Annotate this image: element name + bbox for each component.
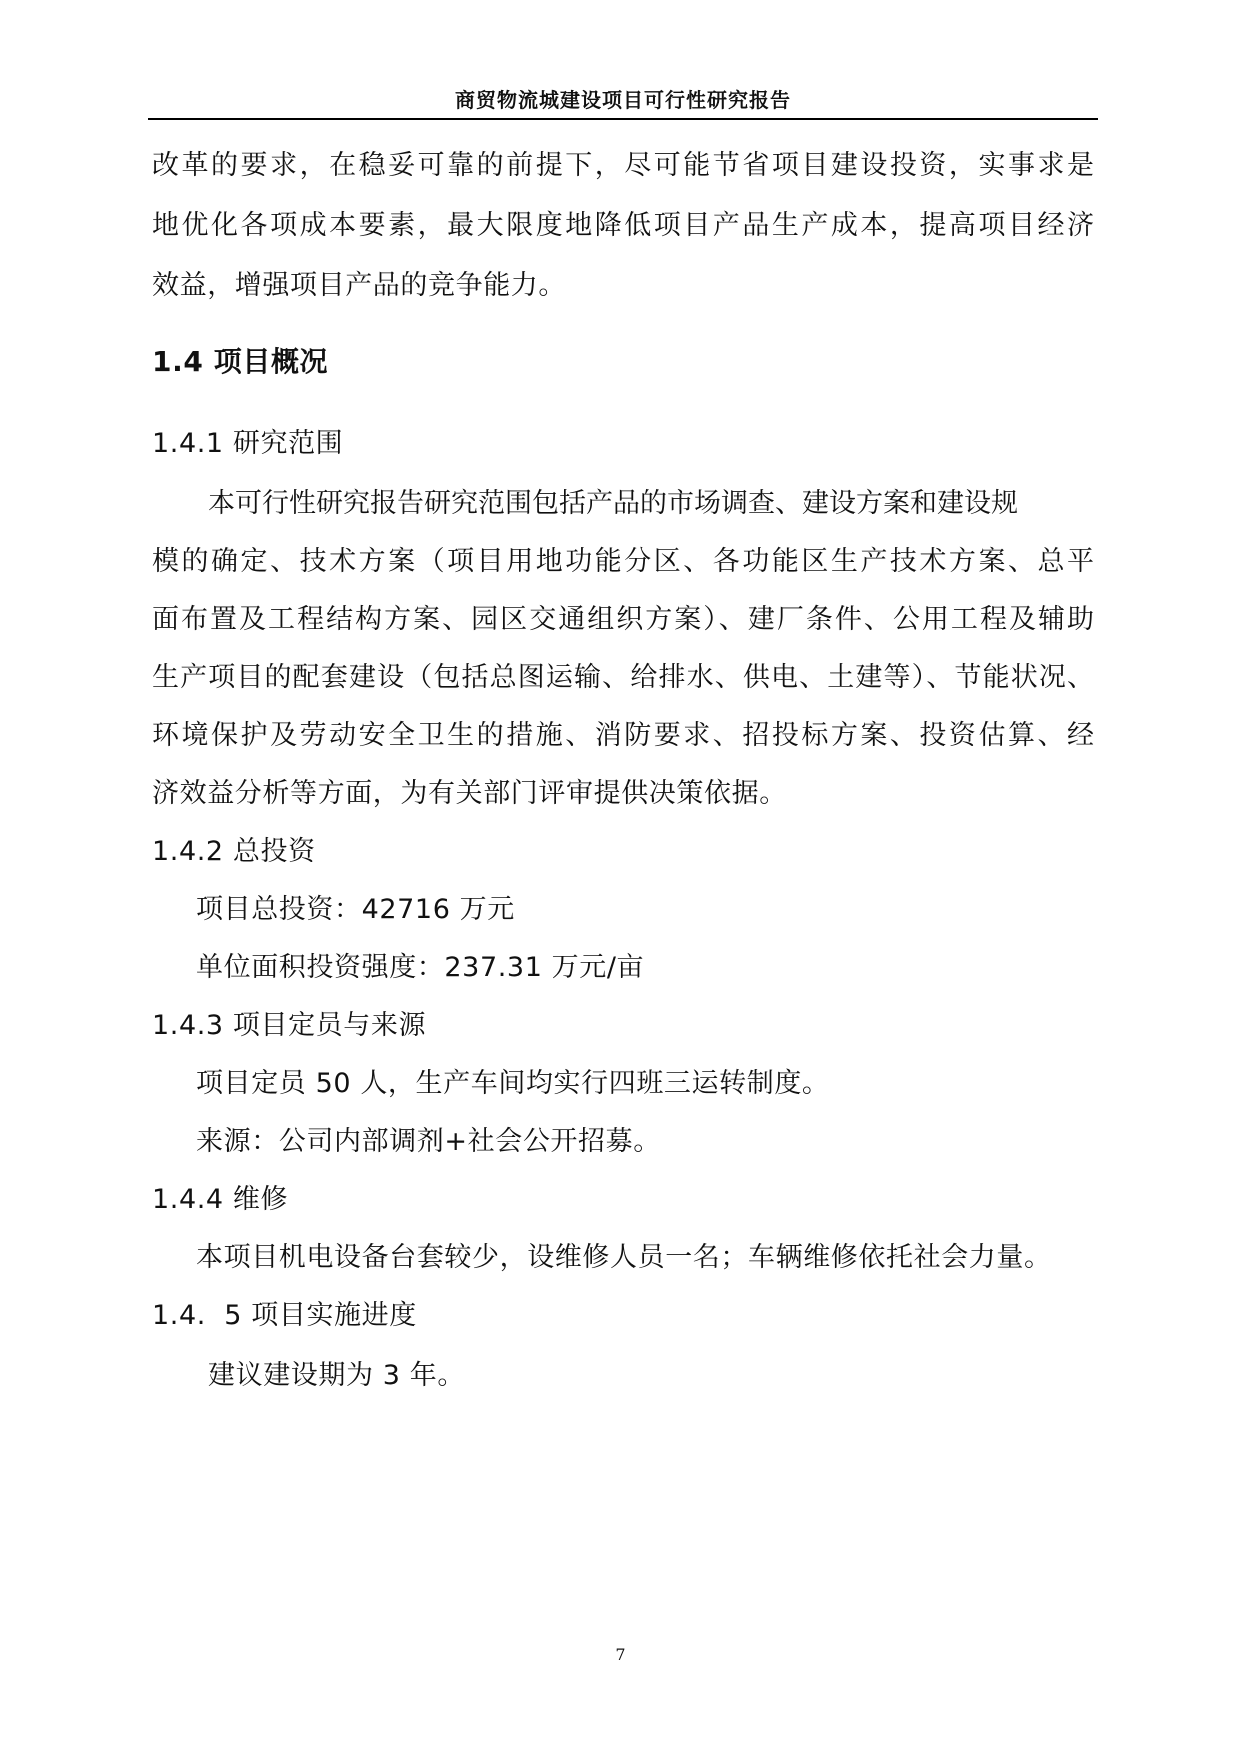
subsection-heading: 1.4.4 维修 bbox=[152, 1184, 289, 1215]
subsection-heading: 1.4.1 研究范围 bbox=[152, 428, 344, 459]
paragraph-line: 项目总投资：42716 万元 bbox=[196, 894, 515, 925]
paragraph-line: 改革的要求，在稳妥可靠的前提下，尽可能节省项目建设投资，实事求是 bbox=[152, 150, 1094, 181]
paragraph-line: 建议建设期为 3 年。 bbox=[208, 1360, 465, 1391]
page-number: 7 bbox=[615, 1645, 626, 1664]
paragraph-line: 环境保护及劳动安全卫生的措施、消防要求、招投标方案、投资估算、经 bbox=[152, 720, 1094, 751]
paragraph-line: 来源：公司内部调剂+社会公开招募。 bbox=[196, 1126, 661, 1157]
paragraph-line: 济效益分析等方面，为有关部门评审提供决策依据。 bbox=[152, 778, 787, 809]
paragraph-line: 生产项目的配套建设（包括总图运输、给排水、供电、土建等）、节能状况、 bbox=[152, 662, 1094, 693]
paragraph-line: 本项目机电设备台套较少，设维修人员一名；车辆维修依托社会力量。 bbox=[196, 1242, 1052, 1273]
paragraph-line: 模的确定、技术方案（项目用地功能分区、各功能区生产技术方案、总平 bbox=[152, 546, 1094, 577]
paragraph-line: 本可行性研究报告研究范围包括产品的市场调查、建设方案和建设规 bbox=[208, 488, 1018, 519]
paragraph-line: 单位面积投资强度：237.31 万元/亩 bbox=[196, 952, 645, 983]
paragraph-line: 效益，增强项目产品的竞争能力。 bbox=[152, 270, 566, 301]
subsection-heading: 1.4.2 总投资 bbox=[152, 836, 316, 867]
subsection-heading: 1.4. 5 项目实施进度 bbox=[152, 1300, 417, 1331]
subsection-heading: 1.4.3 项目定员与来源 bbox=[152, 1010, 427, 1041]
paragraph-line: 面布置及工程结构方案、园区交通组织方案）、建厂条件、公用工程及辅助 bbox=[152, 604, 1094, 635]
page-header: 商贸物流城建设项目可行性研究报告 bbox=[455, 88, 791, 112]
paragraph-line: 地优化各项成本要素，最大限度地降低项目产品生产成本，提高项目经济 bbox=[152, 210, 1094, 241]
section-heading: 1.4 项目概况 bbox=[152, 345, 329, 378]
header-rule bbox=[148, 118, 1098, 120]
paragraph-line: 项目定员 50 人，生产车间均实行四班三运转制度。 bbox=[196, 1068, 830, 1099]
